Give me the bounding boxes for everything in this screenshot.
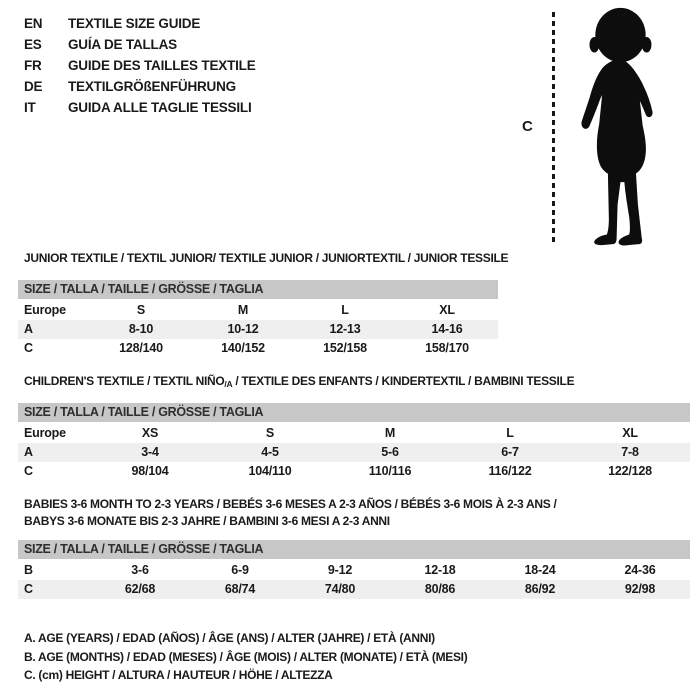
language-title: GUÍA DE TALLAS [68,37,177,52]
height-measure-line [552,12,555,242]
size-cell: S [265,426,275,440]
children-section-title [24,374,574,389]
child-figure [518,4,693,250]
babies-size-table [18,540,690,599]
height-cell: 80/86 [424,582,456,596]
junior-size-table [18,280,498,358]
size-cell: XS [141,426,159,440]
language-title: TEXTILGRÖßENFÜHRUNG [68,79,236,94]
height-cell: 86/92 [524,582,556,596]
language-code: IT [24,100,36,115]
language-code: ES [24,37,42,52]
height-cell: 122/128 [608,464,652,478]
size-cell: M [384,426,396,440]
table-row [18,301,498,320]
age-cell: 12-13 [329,322,361,336]
height-cell: 74/80 [324,582,356,596]
children-title-suffix: / TEXTILE DES ENFANTS / KINDERTEXTIL / BAMBINI TESSILE [232,374,575,388]
row-label: C [24,341,33,355]
height-cell: 140/152 [221,341,265,355]
children-title-prefix: CHILDREN'S TEXTILE / TEXTIL NIÑO [24,374,225,388]
height-cell: 116/122 [488,464,532,478]
language-list [24,13,256,118]
size-cell: M [237,303,249,317]
language-title: GUIDA ALLE TAGLIE TESSILI [68,100,252,115]
table-row [18,462,690,481]
junior-section-title: JUNIOR TEXTILE / TEXTIL JUNIOR/ TEXTILE JUNIOR / JUNIORTEXTIL / JUNIOR TESSILE [24,251,509,265]
note-age-months: B. AGE (MONTHS) / EDAD (MESES) / ÂGE (MOIS) / ALTER (MONATE) / ETÀ (MESI) [24,649,468,664]
language-code: EN [24,16,43,31]
size-header-bar: SIZE / TALLA / TAILLE / GRÖSSE / TAGLIA [18,280,498,299]
age-cell: 9-12 [327,563,353,577]
table-row [18,320,498,339]
size-header-bar: SIZE / TALLA / TAILLE / GRÖSSE / TAGLIA [18,403,690,422]
age-cell: 24-36 [624,563,656,577]
age-cell: 3-6 [131,563,149,577]
age-cell: 12-18 [424,563,456,577]
language-row-en [24,13,256,34]
babies-title-line2: BABYS 3-6 MONATE BIS 2-3 JAHRE / BAMBINI 3-6 MESI A 2-3 ANNI [24,514,390,528]
table-row [18,580,690,599]
height-cell: 62/68 [124,582,156,596]
toddler-silhouette-icon [564,6,676,248]
language-row-es [24,34,256,55]
age-cell: 8-10 [128,322,154,336]
children-title-sub: /A [224,379,233,389]
size-header-bar: SIZE / TALLA / TAILLE / GRÖSSE / TAGLIA [18,540,690,559]
row-label: A [24,322,33,336]
height-cell: 152/158 [323,341,367,355]
language-row-de [24,76,256,97]
note-age-years: A. AGE (YEARS) / EDAD (AÑOS) / ÂGE (ANS) / ALTER (JAHRE) / ETÀ (ANNI) [24,631,435,645]
age-cell: 10-12 [227,322,259,336]
table-row [18,339,498,358]
age-cell: 4-5 [261,445,279,459]
language-row-it [24,97,256,118]
language-title: TEXTILE SIZE GUIDE [68,16,201,31]
babies-section-title [24,496,556,530]
size-cell: S [136,303,146,317]
age-cell: 6-9 [231,563,249,577]
age-cell: 7-8 [621,445,639,459]
row-label: A [24,445,33,459]
size-cell: L [506,426,514,440]
row-label: Europe [24,426,66,440]
height-cell: 110/116 [368,464,412,478]
size-cell: XL [439,303,455,317]
table-row [18,443,690,462]
language-code: FR [24,58,42,73]
height-cell: 98/104 [131,464,169,478]
legend-notes [24,629,467,685]
language-code: DE [24,79,43,94]
height-cell: 158/170 [425,341,469,355]
children-size-table [18,403,690,481]
row-label: C [24,582,33,596]
height-cell: 68/74 [224,582,256,596]
size-cell: XL [622,426,638,440]
height-measure-label: C [522,118,533,135]
language-title: GUIDE DES TAILLES TEXTILE [68,58,256,73]
size-cell: L [341,303,349,317]
height-cell: 104/110 [248,464,292,478]
age-cell: 5-6 [381,445,399,459]
babies-title-line1: BABIES 3-6 MONTH TO 2-3 YEARS / BEBÉS 3-6 MESES A 2-3 AÑOS / BÉBÉS 3-6 MOIS À 2-3 ANS / [24,497,557,511]
table-row [18,424,690,443]
age-cell: 6-7 [501,445,519,459]
age-cell: 18-24 [524,563,556,577]
note-height-cm: C. (cm) HEIGHT / ALTURA / HAUTEUR / HÖHE / ALTEZZA [24,668,333,682]
language-row-fr [24,55,256,76]
row-label: B [24,563,33,577]
height-cell: 92/98 [624,582,656,596]
age-cell: 14-16 [431,322,463,336]
age-cell: 3-4 [141,445,159,459]
table-row [18,561,690,580]
row-label: C [24,464,33,478]
height-cell: 128/140 [119,341,163,355]
row-label: Europe [24,303,66,317]
